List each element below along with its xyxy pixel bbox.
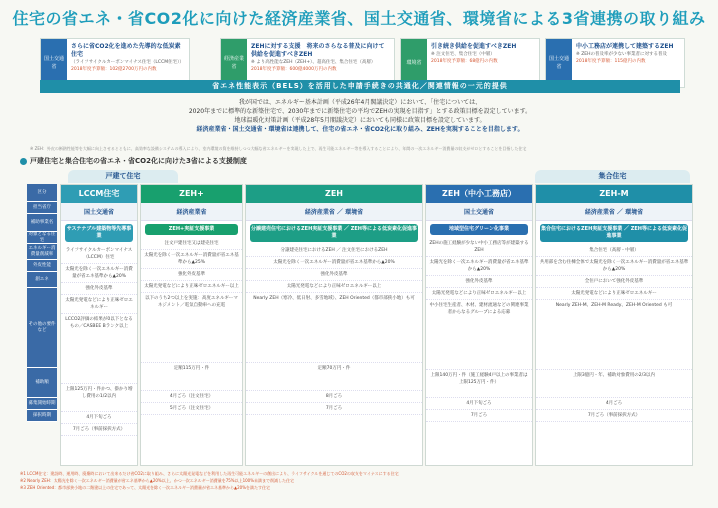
other-requirements: 中小住宅生産者、木材、建材流通などの関連事業者からなるグループによる応募 bbox=[426, 300, 532, 370]
program-name: 集合住宅におけるZEH実証支援事業 ／ ZEH等による低炭素化促進事業 bbox=[540, 224, 688, 242]
program-budget: 2018年度予算額：102億2700万円の内数 bbox=[71, 67, 157, 72]
envelope-performance: 全住戸において強化外皮基準 bbox=[536, 276, 692, 288]
row-header: エネルギー消費量削減率 bbox=[27, 244, 57, 260]
program-heading: 引き続き供給を促進すべきZEH bbox=[431, 43, 517, 50]
intro-line: 経済産業省・国土交通省・環境省は連携して、住宅の省エネ・省CO2化に取り組み、ZEHを実現することを目指します。 bbox=[196, 126, 524, 133]
energy-reduction: 共用部を含む住棟全体で太陽光を除く一次エネルギー消費量が省エネ基準から▲20% bbox=[536, 257, 692, 276]
open-period: 8月ごろ bbox=[246, 391, 422, 403]
open-period: 4月ごろ（注文住宅） bbox=[141, 391, 242, 403]
row-header: 対象となる住宅 bbox=[28, 231, 56, 243]
program-name: 分譲建売住宅におけるZEH実証支援事業 ／ ZEH等による低炭素化促進事業 bbox=[250, 224, 418, 242]
energy-creation: 太陽光発電などにより正味ゼロエネルギー bbox=[536, 288, 692, 300]
intro-line: 我が国では、エネルギー基本計画（平成26年4月閣議決定）において、「住宅については、 bbox=[238, 99, 482, 106]
intro-line: 2020年までに標準的な新築住宅で、2030年までに新築住宅の平均でZEHの実現を目指す」とする政策目標を設定しています。 bbox=[188, 108, 532, 115]
column-header: ZEH（中小工務店） bbox=[426, 185, 532, 203]
ministry-badge: 国土交通省 bbox=[546, 39, 572, 87]
bullet-icon bbox=[20, 158, 27, 165]
program-text: ※ 注文住宅、集合住宅（中層） bbox=[431, 52, 495, 57]
section-subtitle bbox=[20, 156, 247, 166]
program-name: サステナブル建築物等先導事業 bbox=[65, 224, 133, 242]
column-4 bbox=[535, 184, 693, 466]
column-3 bbox=[425, 184, 533, 466]
program-name: 地域型住宅グリーン化事業 bbox=[430, 224, 528, 235]
row-header: 担当省庁 bbox=[27, 202, 57, 214]
column-1 bbox=[140, 184, 243, 466]
subsidy-amount: 定額115万円・件 bbox=[141, 363, 242, 391]
ministry-label: 経済産業省 ／ 環境省 bbox=[246, 203, 422, 221]
open-period: 4月下旬ごろ bbox=[61, 412, 137, 424]
row-header: その他の要件など bbox=[27, 288, 57, 368]
ministry-badge: 国土交通省 bbox=[41, 39, 67, 87]
subtitle-text: 戸建住宅と集合住宅の省エネ・省CO2化に向けた3省による支援制度 bbox=[30, 157, 247, 165]
other-requirements: Nearly ZEH（寒冷、低日射、多雪地域）、ZEH Oriented（都市部狭小地）も可 bbox=[246, 293, 422, 363]
envelope-performance: 強化外皮基準 bbox=[141, 269, 242, 281]
subsidy-amount: 上限3億円・年、補助対象費用の2/3以内 bbox=[536, 370, 692, 398]
program-budget: 2018年度予算額：68億円の内数 bbox=[431, 59, 498, 64]
subsidy-amount: 定額70万円・件 bbox=[246, 363, 422, 391]
program-heading: さらに省CO2化を進めた先導的な低炭素住宅 bbox=[71, 43, 181, 58]
program-name: ZEH+実証支援事業 bbox=[145, 224, 238, 235]
bels-band: 省エネ性能表示（BELS）を活用した申請手続きの共通化／関連情報の一元的提供 bbox=[40, 80, 680, 93]
energy-reduction: 太陽光を除く一次エネルギー消費量が省エネ基準から▲25% bbox=[141, 250, 242, 269]
footnotes bbox=[20, 470, 700, 491]
intro-text bbox=[50, 98, 670, 144]
envelope-performance: 強化外皮基準 bbox=[246, 269, 422, 281]
footnote: ※2 Nearly ZEH：太陽光を除く一次エネルギー消費量が省エネ基準から▲20%以上、かつ一次エネルギー消費量を75%以上100%未満まで削減した住宅 bbox=[20, 478, 295, 483]
ministry-label: 国土交通省 bbox=[426, 203, 532, 221]
column-2 bbox=[245, 184, 423, 466]
energy-creation: 太陽光発電などにより正味ゼロエネルギー以上 bbox=[426, 288, 532, 300]
row-header: 外皮性能 bbox=[27, 260, 57, 272]
adoption-period: 7月ごろ bbox=[426, 410, 532, 422]
row-header: 採択時期 bbox=[27, 410, 57, 422]
intro-line: 地球温暖化対策計画（平成28年5月閣議決定）においても同様に政策目標を設定しています。 bbox=[234, 117, 486, 124]
column-0 bbox=[60, 184, 138, 466]
subsidy-amount: 上限125万円・件かつ、掛かり増し費用の1/2以内 bbox=[61, 384, 137, 412]
page-title: 住宅の省エネ・省CO2化に向けた経済産業省、国土交通省、環境省による3省連携の取り組み bbox=[12, 9, 706, 28]
program-text: ※ ZEHの普及率が少ない事業者に対する普及 bbox=[576, 52, 668, 57]
program-text: （ライフサイクルカーボンマイナス住宅（LCCM住宅）） bbox=[71, 60, 184, 65]
target-housing: 注文戸建住宅又は建売住宅 bbox=[141, 238, 242, 250]
energy-creation: 太陽光発電などにより正味ゼロエネルギー以上 bbox=[246, 281, 422, 293]
target-housing: 分譲建売住宅におけるZEH ／ 注文住宅におけるZEH bbox=[246, 245, 422, 257]
adoption-period: 5月ごろ（注文住宅） bbox=[141, 403, 242, 415]
column-header: ZEH bbox=[246, 185, 422, 203]
target-housing: ライフサイクルカーボンマイナス（LCCM）住宅 bbox=[61, 245, 137, 264]
column-header: ZEH-M bbox=[536, 185, 692, 203]
subsidy-amount: 上限140万円・件（施工経験4戸以上の事業者は上限125万円・件） bbox=[426, 370, 532, 398]
ministry-label: 国土交通省 bbox=[61, 203, 137, 221]
target-housing: 集合住宅（高層・中層） bbox=[536, 245, 692, 257]
adoption-period: 7月ごろ（事前採択方式） bbox=[61, 424, 137, 436]
program-budget: 2018年度予算額：115億円の内数 bbox=[576, 59, 646, 64]
row-header: 区分 bbox=[27, 184, 57, 202]
open-period: 4月ごろ bbox=[536, 398, 692, 410]
row-header: 創エネ bbox=[27, 272, 57, 288]
column-header: LCCM住宅 bbox=[61, 185, 137, 203]
footnote: ※3 ZEH Oriented：都市部狭小地の二階建以上の住宅であって、太陽光を除く一次エネルギー消費量が省エネ基準から▲20%を満たす住宅 bbox=[20, 485, 271, 490]
target-housing: ZEHの施工経験が少ない中小工務店等が建築するZEH bbox=[426, 238, 532, 257]
ministry-badge: 環境省 bbox=[401, 39, 427, 87]
program-heading: 中小工務店が連携して建築するZEH bbox=[576, 43, 674, 50]
other-requirements: 以下のうち2つ以上を実施：高度エネルギーマネジメント／電気自動車への充電 bbox=[141, 293, 242, 363]
row-header: 募集開始時期 bbox=[27, 398, 57, 410]
program-budget: 2018年度予算額：600億4000万円の内数 bbox=[251, 67, 337, 72]
section-detached: 戸建て住宅 bbox=[68, 170, 178, 183]
envelope-performance: 強化外皮基準 bbox=[426, 276, 532, 288]
energy-reduction: 太陽光を除く一次エネルギー消費量が省エネ基準から▲20% bbox=[246, 257, 422, 269]
energy-creation: 太陽光発電などにより正味ゼロエネルギー以上 bbox=[141, 281, 242, 293]
open-period: 4月下旬ごろ bbox=[426, 398, 532, 410]
ministry-badge: 経済産業省 bbox=[221, 39, 247, 87]
energy-reduction: 太陽光を除く一次エネルギー消費量が省エネ基準から▲20% bbox=[61, 264, 137, 283]
row-header: 補助額 bbox=[27, 368, 57, 398]
zeh-definition-note: ※ ZEH：外皮の断熱性能等を大幅に向上させるとともに、高効率な設備システムの導入により、室内環境の質を維持しつつ大幅な省エネルギーを実現した上で、再生可能エネルギー等を導入することにより、年間の一次エネルギー消費量の収支がゼロとすることを目指した住宅 bbox=[30, 146, 527, 151]
energy-reduction: 太陽光を除く一次エネルギー消費量が省エネ基準から▲20% bbox=[426, 257, 532, 276]
envelope-performance: 強化外皮基準 bbox=[61, 283, 137, 295]
ministry-label: 経済産業省 bbox=[141, 203, 242, 221]
ministry-label: 経済産業省 ／ 環境省 bbox=[536, 203, 692, 221]
footnote: ※1 LCCM住宅：建設時、運用時、廃棄時において出来るだけ省CO2に取り組み、さらに太陽光発電などを利用した再生可能エネルギーの創出により、ライフサイクルを通じてのCO2の収支をマイナスにする住宅 bbox=[20, 471, 399, 476]
other-requirements: LCCO2評価の結果が0以下となるもの／CASBEE Bランク以上 bbox=[61, 314, 137, 384]
adoption-period: 7月ごろ（事前採択方式） bbox=[536, 410, 692, 422]
section-collective: 集合住宅 bbox=[535, 170, 690, 183]
other-requirements: Nearly ZEH-M、ZEH-M Ready、ZEH-M Oriented も可 bbox=[536, 300, 692, 370]
program-text: ※ より高性能なZEH（ZEH+）、超高住宅、集合住宅（高層） bbox=[251, 60, 376, 65]
program-heading: ZEHに対する支援 将来のさらなる普及に向けて供給を促進すべきZEH bbox=[251, 43, 385, 58]
energy-creation: 太陽光発電などにより正味ゼロエネルギー bbox=[61, 295, 137, 314]
column-header: ZEH+ bbox=[141, 185, 242, 203]
adoption-period: 7月ごろ bbox=[246, 403, 422, 415]
row-header: 補助事業名 bbox=[27, 214, 57, 232]
